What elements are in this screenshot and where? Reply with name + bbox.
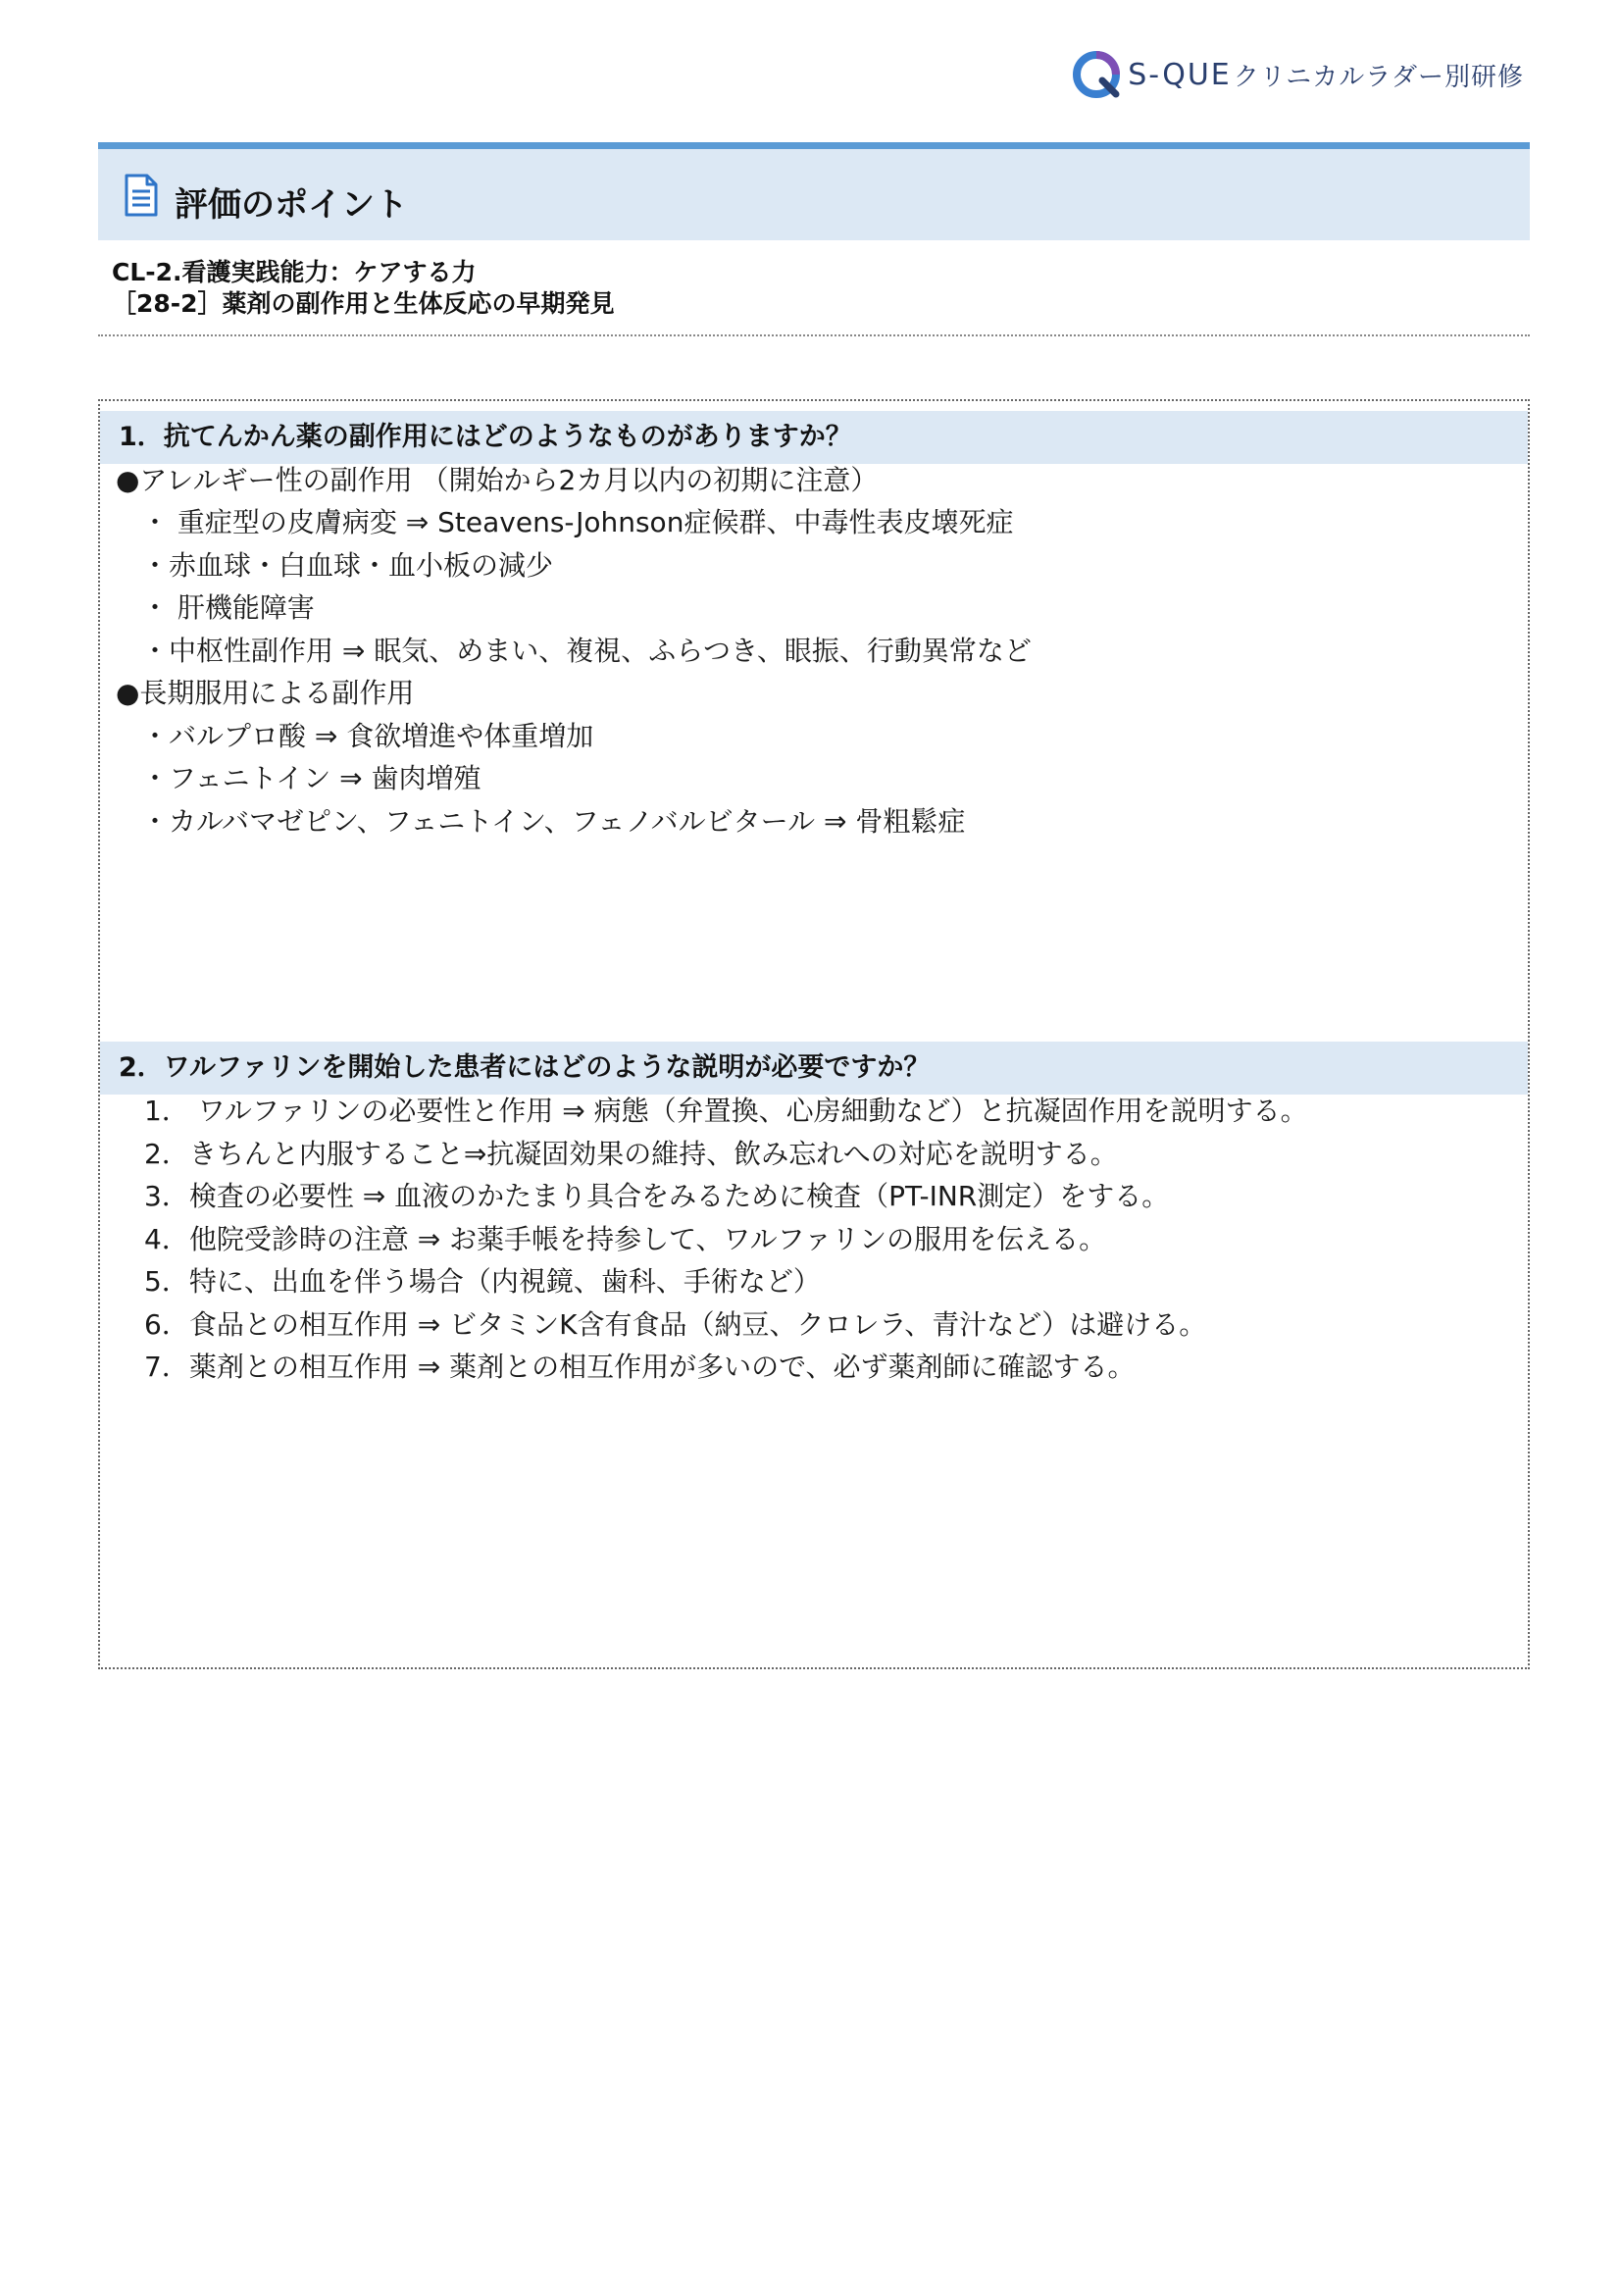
q1-line: ・バルプロ酸 ⇒ 食欲増進や体重増加 (141, 720, 594, 752)
logo-subtitle: クリニカルラダー別研修 (1233, 62, 1524, 92)
q1-line: ・フェニトイン ⇒ 歯肉増殖 (141, 762, 481, 794)
section-header (98, 142, 1530, 240)
section-title: 評価のポイント (175, 185, 408, 225)
q2-line: 4．他院受診時の注意 ⇒ お薬手帳を持参して、ワルファリンの服用を伝える。 (144, 1223, 1107, 1255)
q2-line: 1． ワルファリンの必要性と作用 ⇒ 病態（弁置換、心房細動など）と抗凝固作用を説明する。 (144, 1095, 1308, 1127)
subtitle-line-1: CL-2.看護実践能力：ケアする力 (112, 258, 477, 286)
questions-box (98, 399, 1530, 1669)
q2-line: 6．食品との相互作用 ⇒ ビタミンK含有食品（納豆、クロレラ、青汁など）は避ける。 (144, 1308, 1207, 1341)
question-1-heading: 1．抗てんかん薬の副作用にはどのようなものがありますか？ (100, 411, 1528, 464)
q1-line: ・赤血球・白血球・血小板の減少 (141, 549, 554, 582)
logo-brand-text: S-QUE (1128, 57, 1232, 92)
brand-logo (1071, 49, 1524, 100)
q1-line: ●アレルギー性の副作用 （開始から2カ月以内の初期に注意） (116, 464, 879, 496)
q2-line: 2．きちんと内服すること⇒抗凝固効果の維持、飲み忘れへの対応を説明する。 (144, 1138, 1118, 1170)
q1-line: ・中枢性副作用 ⇒ 眠気、めまい、複視、ふらつき、眼振、行動異常など (141, 635, 1032, 667)
q1-line: ●長期服用による副作用 (116, 677, 415, 709)
q1-line: ・ 重症型の皮膚病変 ⇒ Steavens-Johnson症候群、中毒性表皮壊死症 (141, 506, 1014, 538)
subtitle-line-2: ［28-2］薬剤の副作用と生体反応の早期発見 (112, 289, 615, 318)
q2-line: 3．検査の必要性 ⇒ 血液のかたまり具合をみるために検査（PT-INR測定）をする。 (144, 1180, 1170, 1212)
q1-line: ・カルバマゼピン、フェニトイン、フェノバルビタール ⇒ 骨粗鬆症 (141, 805, 966, 838)
q2-line: 5．特に、出血を伴う場合（内視鏡、歯科、手術など） (144, 1265, 821, 1298)
document-icon (124, 173, 159, 218)
subtitle-block (112, 257, 615, 320)
q2-line: 7．薬剤との相互作用 ⇒ 薬剤との相互作用が多いので、必ず薬剤師に確認する。 (144, 1351, 1136, 1383)
q-logo-icon (1071, 49, 1122, 100)
question-2-heading: 2．ワルファリンを開始した患者にはどのような説明が必要ですか？ (100, 1042, 1528, 1095)
q1-line: ・ 肝機能障害 (141, 591, 315, 624)
divider (98, 334, 1530, 336)
